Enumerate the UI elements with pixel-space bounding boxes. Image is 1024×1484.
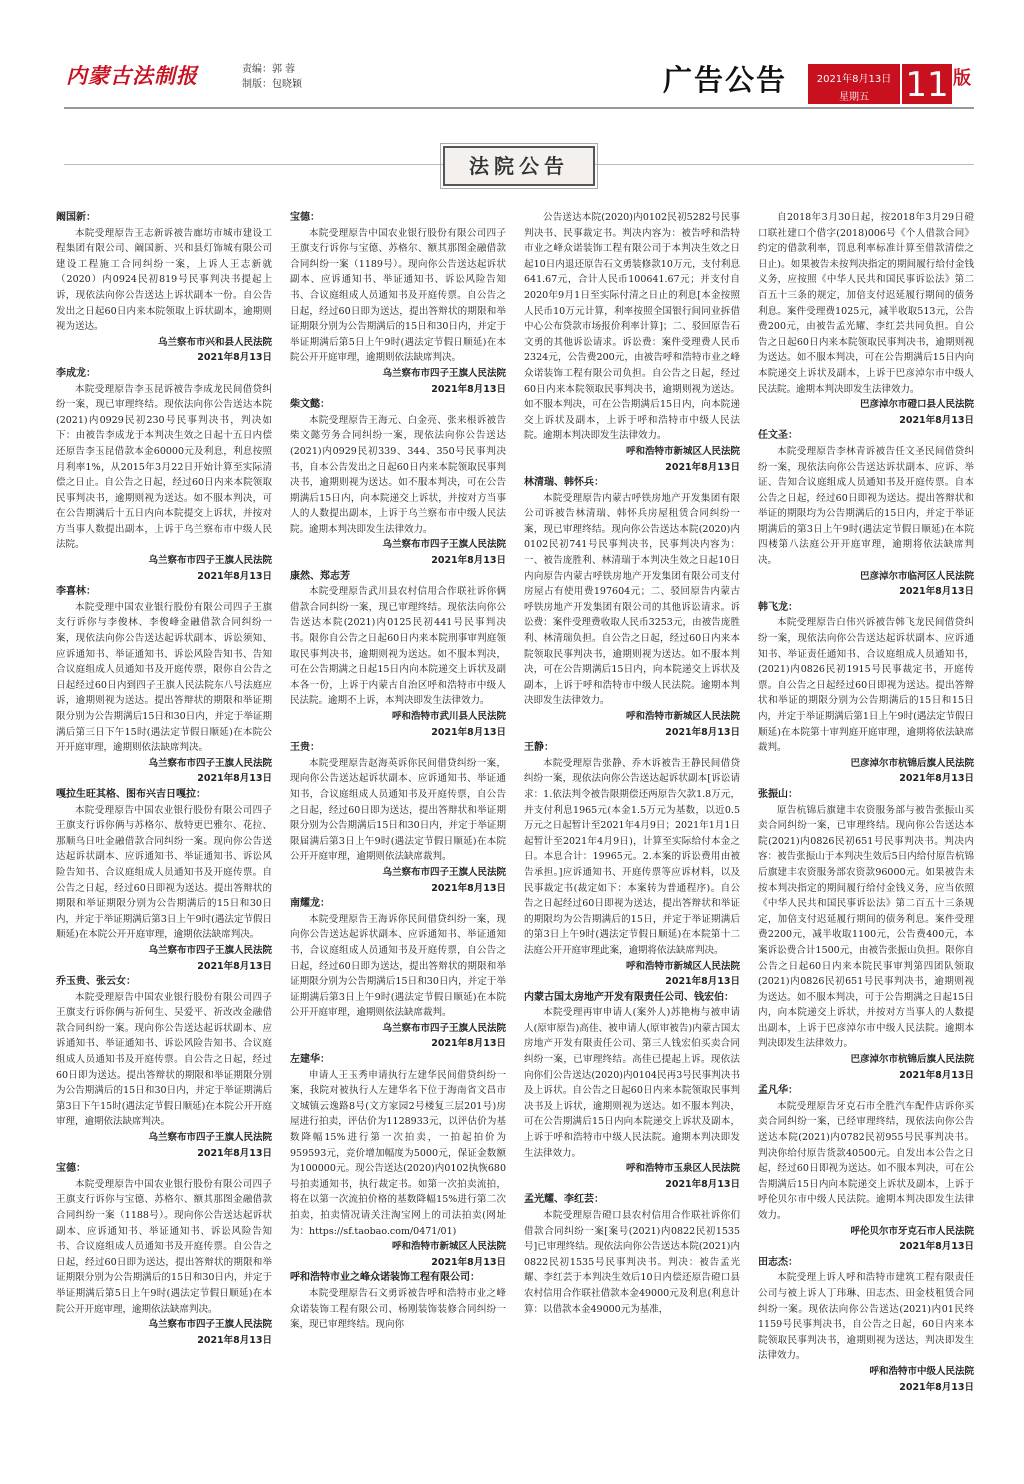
- notice-addressee: 柴文懿：: [290, 399, 330, 411]
- notice-addressee: 南耀龙：: [290, 898, 330, 910]
- court-notice: [290, 740, 506, 896]
- notice-body: 本院受理原告石文勇诉被告呼和浩特市业之峰众诺装饰工程有限公司、杨刚装饰装修合同纠纷一案，现已审理终结。现向你: [290, 1287, 506, 1331]
- court-notice: [290, 896, 506, 1052]
- court-notice: [56, 366, 272, 584]
- notice-body: 本院受理原告中国农业银行股份有限公司四子王旗支行诉你俩与苏格尔、敖特更巴雅尔、花拉、那顺乌日吐金融借款合同纠纷一案。现向你公告送达起诉状副本、应诉通知书、举证通知书、诉讼风险告知书、合议庭组成人员通知书及开庭传票。自公告之日起，经过60日即视为送达。提出答辩状的期限和举证期限分别为公告期满后的15日和30日内，并定于举证期满后第3日上午9时(遇法定节假日顺延)在本院公开开庭审理，逾期依法缺席判决。: [56, 804, 272, 941]
- court-notice: [524, 990, 740, 1193]
- court-notice: [524, 475, 740, 740]
- court-notice: [56, 787, 272, 974]
- court-notice: [758, 1255, 974, 1395]
- notice-addressee: 内蒙古国太房地产开发有限责任公司、钱宏伯：: [524, 991, 734, 1003]
- notice-addressee: 宝德：: [56, 1163, 86, 1175]
- court-notice: [290, 1270, 506, 1332]
- notice-date: 2021年8月13日: [431, 383, 506, 395]
- court-notice: [56, 210, 272, 366]
- notice-court: 乌兰察布市四子王旗人民法院: [148, 1132, 272, 1144]
- column-2: [290, 210, 506, 1478]
- notice-body: 自2018年3月30日起，按2018年3月29日磴口联社建口个借字(2018)006号《个人借款合同》约定的借款利率，罚息利率标准计算至借款清偿之日止)。如果被告未按判决指定的期间履行给付金钱义务，应按照《中华人民共和国民事诉讼法》第二百五十三条的规定，加倍支付迟延履行期间的债务利息。案件受理费1025元，减半收取513元，公告费200元，由被告孟光耀、李红芸共同负担。自公告之日起60日内来本院领取民事判决书，逾期则视为送达。如不服本判决，可在公告期满后15日内向本院递交上诉状及副本，上诉于巴彦淖尔市中级人民法院。逾期本判决即发生法律效力。: [758, 212, 974, 395]
- notice-court: 乌兰察布市四子王旗人民法院: [148, 555, 272, 567]
- notice-body: 本院受理原告中国农业银行股份有限公司四子王旗支行诉你与宝德、苏格尔、额其那图金融借款合同纠纷一案（1188号）。现向你公告送达起诉状副本、应诉通知书、举证通知书、诉讼风险告知书、合议庭组成人员通知书及开庭传票。自公告之日起，经过60日即为送达，提出答辩状的期限和举证期限分别为公告期满后的15日和30日内，并定于举证期满后第5日上午9时(遇法定节假日顺延)在本院公开开庭审理，逾期依法缺席判决。: [56, 1178, 272, 1315]
- notice-court: 乌兰察布市四子王旗人民法院: [382, 539, 506, 551]
- notice-body: 本院受理上诉人呼和浩特市建筑工程有限责任公司与被上诉人丁玮琳、田志杰、田金枝租赁合同纠纷一案。现依法向你公告送达(2021)内01民终1159号民事判决书，自公告之日起，60日内来本院领取民事判决书，逾期则视为送达，判决即发生法律效力。: [758, 1272, 974, 1362]
- court-notice: [290, 397, 506, 569]
- notice-court: 呼伦贝尔市牙克石市人民法院: [850, 1225, 974, 1237]
- notice-addressee: 孟凡华：: [758, 1085, 798, 1097]
- notice-addressee: 韩飞龙：: [758, 601, 798, 613]
- notice-body: 本院受理原告李林青诉被告任文圣民间借贷纠纷一案，现依法向你公告送达诉状副本、应诉、举证、告知合议庭组成人员通知书及开庭传票。自本公告之日起，经过60日即视为送达。提出答辩状和举证的期限均为公告期满后的15日内，并定于举证期满后的第3日上午9时(遇法定节假日顺延)在本院四楼第八法庭公开开庭审理，逾期将依法缺席判决。: [758, 445, 974, 567]
- notice-date: 2021年8月13日: [197, 1334, 272, 1346]
- section-title: 广告公告: [663, 63, 788, 97]
- notice-addressee: 王静：: [524, 742, 554, 754]
- court-notice: [56, 584, 272, 787]
- court-notice: [758, 210, 974, 428]
- notice-date: 2021年8月13日: [899, 1069, 974, 1081]
- notice-court: 呼和浩特市新城区人民法院: [625, 960, 740, 972]
- notice-addressee: 阚国新：: [56, 212, 96, 223]
- notice-date: 2021年8月13日: [665, 976, 740, 988]
- notice-addressee: 呼和浩特市业之峰众诺装饰工程有限公司：: [290, 1272, 480, 1284]
- column-3: [524, 210, 740, 1478]
- notice-date: 2021年8月13日: [899, 1381, 974, 1393]
- notice-body: 本院受理原告赵海英诉你民间借贷纠纷一案，现向你公告送达起诉状副本、应诉通知书、举证通知书，合议庭组成人员通知书及开庭传票，自公告之日起，经过60日即为送达，提出答辩状和举证期限分别为公告期满后15日和30日内，并定于举证期限届满后第3日上午9时(遇法定节假日顺延)在本院公开开庭审理，逾期则依法缺席裁判。: [290, 757, 506, 863]
- notice-date: 2021年8月13日: [197, 570, 272, 582]
- notice-body: 本院受理原告张静、乔木诉被告王静民间借贷纠纷一案，现依法向你公告送达起诉状副本[诉讼请求：1.依法判令被告限期偿还两原告欠款1.8万元，并支付利息1965元(本金1.5万元为基数，以近0.5万元之日起暂计至2021年4月9日；2021年1月1日起暂计至2021年4月9日)，计算至实际给付本金之日。本息合计：19965元。2.本案的诉讼费用由被告承担。]应诉通知书、开庭传票等应诉材料，以及民事裁定书(裁定如下：本案转为普通程序)。自公告之日起经过60日即视为送达，提出答辩状和举证的期限均为公告期满后的15日，并定于举证期满后的第3日上午9时(遇法定节假日顺延)在本院第十二法庭公开开庭审理此案，逾期将依法缺席判决。: [524, 757, 740, 956]
- notice-date: 2021年8月13日: [431, 1256, 506, 1268]
- notice-addressee: 嘎拉生旺其格、图布兴吉日嘎拉：: [56, 788, 206, 800]
- notice-addressee: 左建华：: [290, 1054, 330, 1066]
- court-notice: [56, 1161, 272, 1348]
- notice-body: 原告杭锦后旗建丰农资服务部与被告张振山买卖合同纠纷一案，已审理终结。现向你公告送达本院(2021)内0826民初651号民事判决书。判决内容：被告张振山于本判决生效后5日内给付原告杭锦后旗建丰农资服务部农资款96000元。如果被告未按本判决指定的期间履行给付金钱义务，应当依照《中华人民共和国民事诉讼法》第二百五十三条规定，加倍支付迟延履行期间的债务利息。案件受理费2200元，减半收取1100元，公告费400元，本案诉讼费合计1500元，由被告张振山负担。限你自公告之日起60日内来本院民事审判第四团队领取(2021)内0826民初651号民事判决书，逾期则视为送达。如不服本判决，可于公告期满之日起15日内，向本院递交上诉状，并按对方当事人的人数提出副本，上诉于巴彦淖尔市中级人民法院。逾期本判决即发生法律效力。: [758, 804, 974, 1050]
- notice-addressee: 王贵：: [290, 742, 320, 754]
- notice-body: 本院受理原告王海元、白金亮、张来根诉被告柴文懿劳务合同纠纷一案，现依法向你公告送达(2021)内0929民初339、344、350号民事判决书，自本公告发出之日起60日内来本院领取民事判决书，逾期则视为送达。如不服本判决，可在公告期满后15日内，向本院递交上诉状，并按对方当事人的人数提出副本，上诉于乌兰察布市中级人民法院。逾期本判决即发生法律效力。: [290, 414, 506, 535]
- notice-date: 2021年8月13日: [431, 555, 506, 567]
- notice-addressee: 田志杰：: [758, 1256, 798, 1268]
- notice-body: 本院受理再审申请人(案外人)苏艳梅与被申请人(原审原告)高佳、被申请人(原审被告)内蒙古国太房地产开发有限责任公司、第三人钱宏伯买卖合同纠纷一案，已审理终结。高佳已提起上诉。现依法向你们公告送达(2020)内0104民再3号民事判决书及上诉状。自公告之日起60日内来本院领取民事判决书及上诉状，逾期则视为送达。如不服本判决，可在公告期满后15日内向本院递交上诉状及副本，上诉于呼和浩特市中级人民法院。逾期本判决即发生法律效力。: [524, 1007, 740, 1159]
- notice-court: 乌兰察布市兴和县人民法院: [157, 336, 272, 348]
- page-suffix: 版: [953, 68, 971, 89]
- notice-court: 呼和浩特市中级人民法院: [869, 1365, 974, 1377]
- notice-date: 2021年8月13日: [899, 773, 974, 785]
- issue-date: 2021年8月13日: [816, 74, 892, 85]
- notice-addressee: 林清瑞、韩怀兵：: [524, 477, 604, 489]
- notice-date: 2021年8月13日: [431, 726, 506, 738]
- column-4: [758, 210, 974, 1478]
- notice-court: 呼和浩特市新城区人民法院: [391, 1241, 506, 1253]
- court-notice: [758, 600, 974, 787]
- notice-date: 2021年8月13日: [197, 960, 272, 972]
- notice-court: 乌兰察布市四子王旗人民法院: [382, 866, 506, 878]
- notice-addressee: 李成龙：: [56, 367, 96, 379]
- notice-court: 巴彦淖尔市磴口县人民法院: [859, 399, 974, 411]
- notice-date: 2021年8月13日: [431, 882, 506, 894]
- court-notice: [524, 740, 740, 990]
- court-notice: [290, 569, 506, 741]
- court-notice: [290, 210, 506, 397]
- court-notice: [56, 974, 272, 1161]
- notice-date: 2021年8月13日: [197, 1147, 272, 1159]
- notice-body: 本院受理原告牙克石市全胜汽车配件店诉你买卖合同纠纷一案，已经审理终结，现依法向你公告送达本院(2021)内0782民初955号民事判决书。判决你给付原告货款40500元。自发出本公告之日起，经过60日即视为送达。如不服本判决，可在公告期满后15日内向本院递交上诉状及副本，上诉于呼伦贝尔市中级人民法院。逾期本判决即发生法律效力。: [758, 1100, 974, 1221]
- notice-court: 乌兰察布市四子王旗人民法院: [148, 1319, 272, 1331]
- section-banner: 法院公告: [443, 146, 595, 186]
- notice-date: 2021年8月13日: [197, 352, 272, 364]
- notice-body: 本院受理原告中国农业银行股份有限公司四子王旗支行诉你俩与祈何生、吴爱平、祈改改金融借款合同纠纷一案。现向你公告送达起诉状副本、应诉通知书、举证通知书、诉讼风险告知书、合议庭组成人员通知书及开庭传票。自公告之日起，经过60日即为送达。提出答辩状的期限和举证期限分别为公告期满后的15日和30日内，并定于举证期满后第3日下午15时(遇法定节假日顺延)在本院公开开庭审理，逾期依法缺席判决。: [56, 991, 272, 1128]
- column-1: [56, 210, 272, 1478]
- notice-date: 2021年8月13日: [197, 773, 272, 785]
- newspaper-logo: 内蒙古法制报: [66, 63, 198, 88]
- notice-date: 2021年8月13日: [899, 586, 974, 598]
- notice-body: 本院受理原告磴口县农村信用合作联社诉你们借款合同纠纷一案[案号(2021)内0822民初1535号]已审理终结。现依法向你公告送达本院(2021)内0822民初1535号民事判决书。判决：被告孟光耀、李红芸于本判决生效后10日内偿还原告磴口县农村信用合作联社借款本金49000元及利息(利息计算：以借款本金49000元为基准，: [524, 1210, 740, 1315]
- page-number: 11: [902, 64, 952, 104]
- page-header: [0, 0, 1024, 112]
- court-notice: [758, 787, 974, 1083]
- court-notice: [290, 1052, 506, 1270]
- notice-court: 呼和浩特市新城区人民法院: [625, 445, 740, 457]
- notice-body: 本院受理原告白伟兴诉被告韩飞龙民间借贷纠纷一案，现依法向你公告送达起诉状副本、应诉通知书、举证责任通知书、合议庭组成人员通知书，(2021)内0826民初1915号民事裁定书，开庭传票。自公告之日起经过60日即视为送达。提出答辩状和举证的期限分别为公告期满后的15日和15日内，并定于举证期满后第1日上午9时(遇法定节假日顺延)在本院第十审判庭开庭审理，逾期将依法缺席裁判。: [758, 617, 974, 754]
- producer-line: 制版：包晓颖: [242, 79, 302, 90]
- header-rule: [64, 107, 974, 109]
- issue-weekday: 星期五: [839, 92, 869, 103]
- notice-addressee: 任文圣：: [758, 430, 798, 442]
- notice-addressee: 宝德：: [290, 212, 320, 223]
- notice-court: 呼和浩特市武川县人民法院: [391, 711, 506, 722]
- notice-body: 本院受理原告中国农业银行股份有限公司四子王旗支行诉你与宝德、苏格尔、额其那图金融借款合同纠纷一案（1189号）。现向你公告送达起诉状副本、应诉通知书、举证通知书、诉讼风险告知书、合议庭组成人员通知书及开庭传票。自公告之日起，经过60日即为送达，提出答辩状的期限和举证期限分别为公告期满后的15日和30日内，并定于举证期满后第5日上午9时(遇法定节假日顺延)在本院公开开庭审理，逾期则依法缺席判决。: [290, 227, 506, 364]
- court-notice: [524, 1192, 740, 1317]
- notice-court: 呼和浩特市玉泉区人民法院: [625, 1163, 740, 1175]
- notice-date: 2021年8月13日: [665, 461, 740, 473]
- notice-date: 2021年8月13日: [899, 1241, 974, 1253]
- court-notice: [758, 428, 974, 600]
- notice-body: 申请人王玉秀申请执行左建华民间借贷纠纷一案，我院对被执行人左建华名下位于海南省文昌市文城镇云逸路8号(文方家园2号楼复三层201号)房屋进行拍卖，评估价为1128933元，以评估价为基数降幅15%进行第一次拍卖，一拍起拍价为959593元，竞价增加幅度为5000元，保证金数额为100000元。现公告送达(2020)内0102执恢680号拍卖通知书，执行裁定书。如第一次拍卖流拍，将在以第一次流拍价格的基数降幅15%进行第二次拍卖，拍卖情况请关注淘宝网上的司法拍卖(网址为：https://sf.taobao.com/0471/01): [290, 1069, 506, 1237]
- court-notice: [524, 210, 740, 475]
- editor-credits: [242, 62, 302, 92]
- notice-court: 乌兰察布市四子王旗人民法院: [148, 944, 272, 956]
- notice-addressee: 康然、郑志芳: [290, 570, 350, 582]
- notice-body: 公告送达本院(2020)内0102民初5282号民事判决书、民事裁定书。判决内容为：被告呼和浩特市业之峰众诺装饰工程有限公司于本判决生效之日起10日内退还原告石文勇装修款10万元，支付利息641.67元，合计人民币100641.67元；并支付自2020年9月1日至实际付清之日止的利息[本金按照人民币10万元计算，利率按照全国银行间同业拆借中心公布贷款市场报价利率计算]；二、驳回原告石文勇的其他诉讼请求。诉讼费：案件受理费人民币2324元，公告费200元，由被告呼和浩特市业之峰众诺装饰工程有限公司负担。自公告之日起，经过60日内来本院领取民事判决书，逾期则视为送达。如不服本判决，可在公告期满后15日内，向本院递交上诉状及副本，上诉于呼和浩特市中级人民法院。逾期本判决即发生法律效力。: [524, 212, 740, 442]
- date-box: [808, 64, 900, 104]
- notice-court: 乌兰察布市四子王旗人民法院: [382, 1022, 506, 1034]
- notice-court: 乌兰察布市四子王旗人民法院: [148, 757, 272, 769]
- notice-body: 本院受理原告内蒙古呼铁房地产开发集团有限公司诉被告林清瑞、韩怀兵房屋租赁合同纠纷一案，现已审理终结。现向你公告送达本院(2020)内0102民初741号民事判决书，民事判决内容为：一、被告庞胜利、林清瑞于本判决生效之日起10日内向原告内蒙古呼铁房地产开发集团有限公司支付房屋占有使用费197604元；二、驳回原告内蒙古呼铁房地产开发集团有限公司的其他诉讼请求。诉讼费：案件受理费收取人民币3253元，由被告庞胜利、林清瑞负担。自公告之日起，经过60日内来本院领取民事判决书，逾期则视为送达。如不服本判决，可在公告期满后15日内，向本院递交上诉状及副本，上诉于呼和浩特市中级人民法院。逾期本判决即发生法律效力。: [524, 492, 740, 707]
- notice-addressee: 孟光耀、李红芸：: [524, 1194, 604, 1206]
- notice-date: 2021年8月13日: [665, 1178, 740, 1190]
- notice-body: 本院受理原告武川县农村信用合作联社诉你俩借款合同纠纷一案，现已审理终结。现依法向你公告送达本院(2021)内0125民初441号民事判决书。限你自公告之日起60日内来本院刑事审判庭领取民事判决书，逾期则视为送达。如不服本判决，可在公告期满之日起15日内向本院递交上诉状及副本各一份，上诉于内蒙古自治区呼和浩特市中级人民法院。逾期不上诉，本判决即发生法律效力。: [290, 586, 506, 707]
- notice-date: 2021年8月13日: [665, 726, 740, 738]
- notice-court: 呼和浩特市新城区人民法院: [625, 711, 740, 722]
- notice-body: 本院受理原告李玉昆诉被告李成龙民间借贷纠纷一案，现已审理终结。现依法向你公告送达本院(2021)内0929民初230号民事判决书，判决如下：由被告李成龙于本判决生效之日起十五日内偿还原告李玉昆借款本金60000元及利息，利息按照月利率1%，从2015年3月22日开始计算至实际清偿之日止。自公告之日起，经过60日内来本院领取民事判决书，逾期则视为送达。如不服本判决，可在公告期满后十五日内向本院提交上诉状，并按对方当事人数提出副本，上诉于乌兰察布市中级人民法院。: [56, 383, 272, 551]
- notice-date: 2021年8月13日: [431, 1038, 506, 1050]
- notice-court: 乌兰察布市四子王旗人民法院: [382, 367, 506, 379]
- notice-court: 巴彦淖尔市杭锦后旗人民法院: [850, 1054, 974, 1066]
- notice-addressee: 乔玉贵、张云女：: [56, 976, 136, 988]
- notice-date: 2021年8月13日: [899, 414, 974, 426]
- notice-body: 本院受理原告王海诉你民间借贷纠纷一案，现向你公告送达起诉状副本、应诉通知书、举证通知书，合议庭组成人员通知书及开庭传票，自公告之日起，经过60日即为送达，提出答辩状的期限和举证期限分别为公告期满后15日和30日内，并定于举证期满后第3日上午9时(遇法定节假日顺延)在本院公开开庭审理，逾期则依法缺席裁判。: [290, 913, 506, 1019]
- notice-addressee: 张振山：: [758, 788, 798, 800]
- notice-body: 本院受理中国农业银行股份有限公司四子王旗支行诉你与李俊林、李俊峰金融借款合同纠纷一案，现依法向你公告送达起诉状副本、诉讼须知、应诉通知书、举证通知书、诉讼风险告知书、告知合议庭组成人员通知书及开庭传票，限你自公告之日起经过60日内到四子王旗人民法院东八号法庭应诉，逾期则视为送达。提出答辩状的期限和举证期限分别为公告期满后15日和30日内，并定于举证期满后第三日下午15时(遇法定节假日顺延)在本院公开开庭审理，逾期则依法缺席判决。: [56, 601, 272, 754]
- editor-line: 责编：郭 蓉: [242, 64, 296, 75]
- notice-addressee: 李喜林：: [56, 586, 96, 598]
- notice-court: 巴彦淖尔市杭锦后旗人民法院: [850, 757, 974, 769]
- notice-body: 本院受理原告王志新诉被告廊坊市城市建设工程集团有限公司、阚国新、兴和县灯饰城有限公司建设工程施工合同纠纷一案，上诉人王志新就（2020）内0924民初819号民事判决书提起上诉，现依法向你公告送达上诉状副本一份。自公告发出之日起60日内来本院领取上诉状副本，逾期则视为送达。: [56, 227, 272, 333]
- notice-court: 巴彦淖尔市临河区人民法院: [859, 570, 974, 582]
- court-notice: [758, 1083, 974, 1255]
